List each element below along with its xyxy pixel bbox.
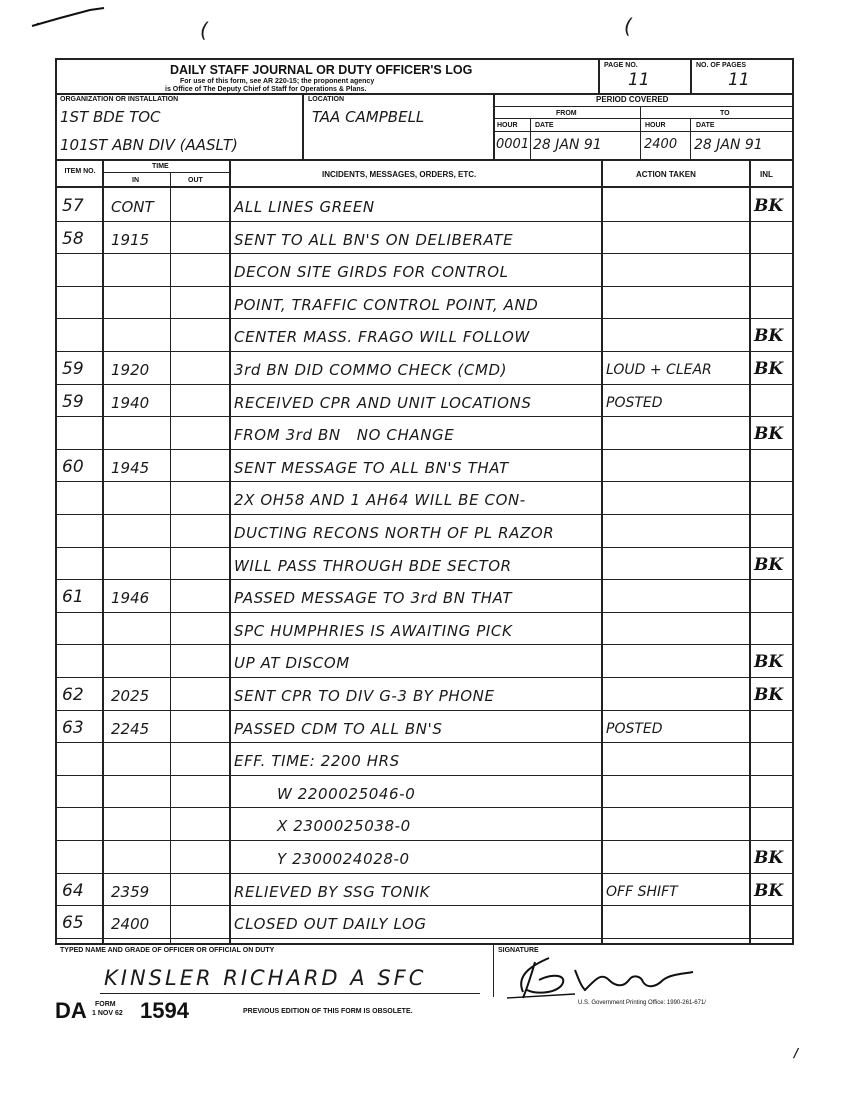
row-initials: BK: [754, 652, 784, 672]
divider-in-out: [170, 172, 171, 944]
row-incident-text: CENTER MASS. FRAGO WILL FOLLOW: [234, 328, 530, 346]
row-time-in: CONT: [111, 198, 154, 216]
row-initials: BK: [754, 326, 784, 346]
gpo-imprint: U.S. Government Printing Office: 1990-261-671/: [578, 1000, 706, 1006]
row-incident-text: SENT MESSAGE TO ALL BN'S THAT: [234, 459, 509, 477]
col-time-label: TIME: [152, 163, 169, 170]
divider-time-incidents: [229, 159, 231, 944]
row-line: [55, 644, 794, 645]
column-header-top: [55, 159, 794, 161]
row-line: [55, 416, 794, 417]
row-line: [55, 807, 794, 808]
form-id: DA: [55, 998, 87, 1023]
divider-item-time: [102, 159, 104, 944]
to-date-label: DATE: [696, 122, 715, 129]
from-date-label: DATE: [535, 122, 554, 129]
row-time-in: 2400: [111, 915, 150, 933]
to-hour-label: HOUR: [645, 122, 666, 129]
col-item-label: ITEM NO.: [64, 168, 96, 175]
row-item-no: 61: [62, 587, 84, 607]
from-hour-label: HOUR: [497, 122, 518, 129]
col-incidents-label: INCIDENTS, MESSAGES, ORDERS, ETC.: [322, 170, 477, 179]
form-date: 1 NOV 62: [92, 1010, 123, 1017]
row-line: [55, 742, 794, 743]
row-line: [55, 514, 794, 515]
col-in-label: IN: [132, 177, 139, 184]
column-header-bottom: [55, 186, 794, 188]
to-date-value: 28 JAN 91: [694, 137, 763, 153]
signature-label: SIGNATURE: [498, 947, 539, 954]
row-line: [55, 612, 794, 613]
location-period-divider: [493, 93, 495, 160]
row-incident-text: 2X OH58 AND 1 AH64 WILL BE CON-: [234, 491, 526, 509]
row-item-no: 59: [62, 359, 84, 379]
scan-mark-paren-right: (: [624, 14, 632, 38]
row-item-no: 57: [62, 196, 84, 216]
row-line: [55, 318, 794, 319]
to-hour-value: 2400: [644, 137, 678, 152]
scan-mark-paren-left: (: [200, 18, 208, 42]
row-initials: BK: [754, 196, 784, 216]
org-location-divider: [302, 93, 304, 160]
row-incident-text: W 2200025046-0: [234, 785, 416, 803]
row-incident-text: RELIEVED BY SSG TONIK: [234, 883, 431, 901]
row-line: [55, 905, 794, 906]
row-item-no: 63: [62, 718, 84, 738]
typed-name-value: KINSLER RICHARD A SFC: [104, 966, 427, 990]
row-incident-text: SENT CPR TO DIV G-3 BY PHONE: [234, 687, 495, 705]
row-incident-text: Y 2300024028-0: [234, 850, 410, 868]
from-date-value: 28 JAN 91: [533, 137, 602, 153]
period-line: [493, 106, 794, 107]
row-action-taken: POSTED: [606, 395, 663, 411]
col-inl-label: INL: [760, 170, 773, 179]
row-line: [55, 384, 794, 385]
typed-name-underline: [100, 993, 480, 994]
from-label: FROM: [556, 110, 577, 117]
row-incident-text: PASSED CDM TO ALL BN'S: [234, 720, 443, 738]
row-item-no: 60: [62, 457, 84, 477]
previous-edition-note: PREVIOUS EDITION OF THIS FORM IS OBSOLETE.: [243, 1008, 413, 1015]
form-title: DAILY STAFF JOURNAL OR DUTY OFFICER'S LOG: [170, 63, 473, 77]
row-line: [55, 449, 794, 450]
row-line: [55, 677, 794, 678]
row-line: [55, 579, 794, 580]
page-no-divider: [598, 58, 600, 94]
row-incident-text: X 2300025038-0: [234, 817, 411, 835]
row-incident-text: PASSED MESSAGE TO 3rd BN THAT: [234, 589, 513, 607]
row-line: [55, 253, 794, 254]
typed-name-label: TYPED NAME AND GRADE OF OFFICER OR OFFICIAL ON DUTY: [60, 947, 275, 954]
row-line: [55, 710, 794, 711]
row-time-in: 2359: [111, 883, 150, 901]
row-time-in: 1945: [111, 459, 150, 477]
row-line: [55, 221, 794, 222]
row-incident-text: SPC HUMPHRIES IS AWAITING PICK: [234, 622, 513, 640]
organization-label: ORGANIZATION OR INSTALLATION: [60, 96, 179, 103]
divider-action-inl: [749, 159, 751, 944]
signature-graphic: [505, 950, 725, 1002]
name-signature-divider: [493, 945, 494, 997]
row-initials: BK: [754, 359, 784, 379]
location-value: TAA CAMPBELL: [312, 108, 425, 126]
footer-top-line: [55, 943, 794, 945]
row-line: [55, 481, 794, 482]
row-line: [55, 547, 794, 548]
to-hour-divider: [690, 118, 691, 160]
hour-date-line: [493, 131, 794, 132]
no-of-pages-value: 11: [728, 70, 750, 90]
from-hour-divider: [530, 118, 531, 160]
page-no-label: PAGE NO.: [604, 62, 638, 69]
row-initials: BK: [754, 848, 784, 868]
row-incident-text: FROM 3rd BN NO CHANGE: [234, 426, 455, 444]
page-no-value: 11: [628, 70, 650, 90]
form-word: FORM: [95, 1001, 116, 1008]
row-time-in: 1915: [111, 231, 150, 249]
row-incident-text: 3rd BN DID COMMO CHECK (CMD): [234, 361, 508, 379]
row-incident-text: WILL PASS THROUGH BDE SECTOR: [234, 557, 512, 575]
row-line: [55, 775, 794, 776]
row-action-taken: POSTED: [606, 721, 663, 737]
header-row-line: [55, 93, 794, 95]
organization-line-1: 1ST BDE TOC: [60, 108, 161, 126]
row-time-in: 1920: [111, 361, 150, 379]
from-to-line: [493, 118, 794, 119]
form-subtitle-1: For use of this form, see AR 220-15; the proponent agency: [180, 78, 375, 85]
row-incident-text: CLOSED OUT DAILY LOG: [234, 915, 427, 933]
row-time-in: 2245: [111, 720, 150, 738]
row-incident-text: SENT TO ALL BN'S ON DELIBERATE: [234, 231, 514, 249]
scan-mark-top-left: [30, 6, 110, 30]
no-of-pages-divider: [690, 58, 692, 94]
row-initials: BK: [754, 881, 784, 901]
from-hour-value: 0001: [496, 137, 530, 152]
row-incident-text: RECEIVED CPR AND UNIT LOCATIONS: [234, 394, 532, 412]
row-line: [55, 286, 794, 287]
row-item-no: 65: [62, 913, 84, 933]
row-incident-text: POINT, TRAFFIC CONTROL POINT, AND: [234, 296, 539, 314]
row-line: [55, 351, 794, 352]
period-covered-label: PERIOD COVERED: [596, 95, 669, 104]
form-subtitle-2: is Office of The Deputy Chief of Staff for Operations & Plans.: [165, 86, 367, 93]
row-initials: BK: [754, 555, 784, 575]
row-item-no: 59: [62, 392, 84, 412]
row-time-in: 2025: [111, 687, 150, 705]
row-item-no: 62: [62, 685, 84, 705]
row-line: [55, 840, 794, 841]
row-incident-text: DUCTING RECONS NORTH OF PL RAZOR: [234, 524, 555, 542]
row-line: [55, 873, 794, 874]
no-of-pages-label: NO. OF PAGES: [696, 62, 747, 69]
row-item-no: 64: [62, 881, 84, 901]
row-incident-text: ALL LINES GREEN: [234, 198, 375, 216]
row-time-in: 1940: [111, 394, 150, 412]
divider-incidents-action: [601, 159, 603, 944]
row-action-taken: OFF SHIFT: [606, 884, 678, 900]
row-initials: BK: [754, 685, 784, 705]
time-subline: [103, 172, 229, 173]
col-out-label: OUT: [188, 177, 203, 184]
organization-line-2: 101ST ABN DIV (AASLT): [60, 136, 238, 154]
row-incident-text: EFF. TIME: 2200 HRS: [234, 752, 400, 770]
to-label: TO: [720, 110, 730, 117]
row-incident-text: UP AT DISCOM: [234, 654, 350, 672]
scan-mark-bottom-right: /: [794, 1046, 799, 1060]
row-incident-text: DECON SITE GIRDS FOR CONTROL: [234, 263, 509, 281]
row-time-in: 1946: [111, 589, 150, 607]
location-label: LOCATION: [308, 96, 345, 103]
from-to-divider: [640, 106, 641, 160]
row-initials: BK: [754, 424, 784, 444]
row-item-no: 58: [62, 229, 84, 249]
form-number: 1594: [140, 998, 189, 1023]
row-action-taken: LOUD + CLEAR: [606, 362, 712, 378]
row-line: [55, 938, 794, 939]
col-action-label: ACTION TAKEN: [636, 170, 696, 179]
